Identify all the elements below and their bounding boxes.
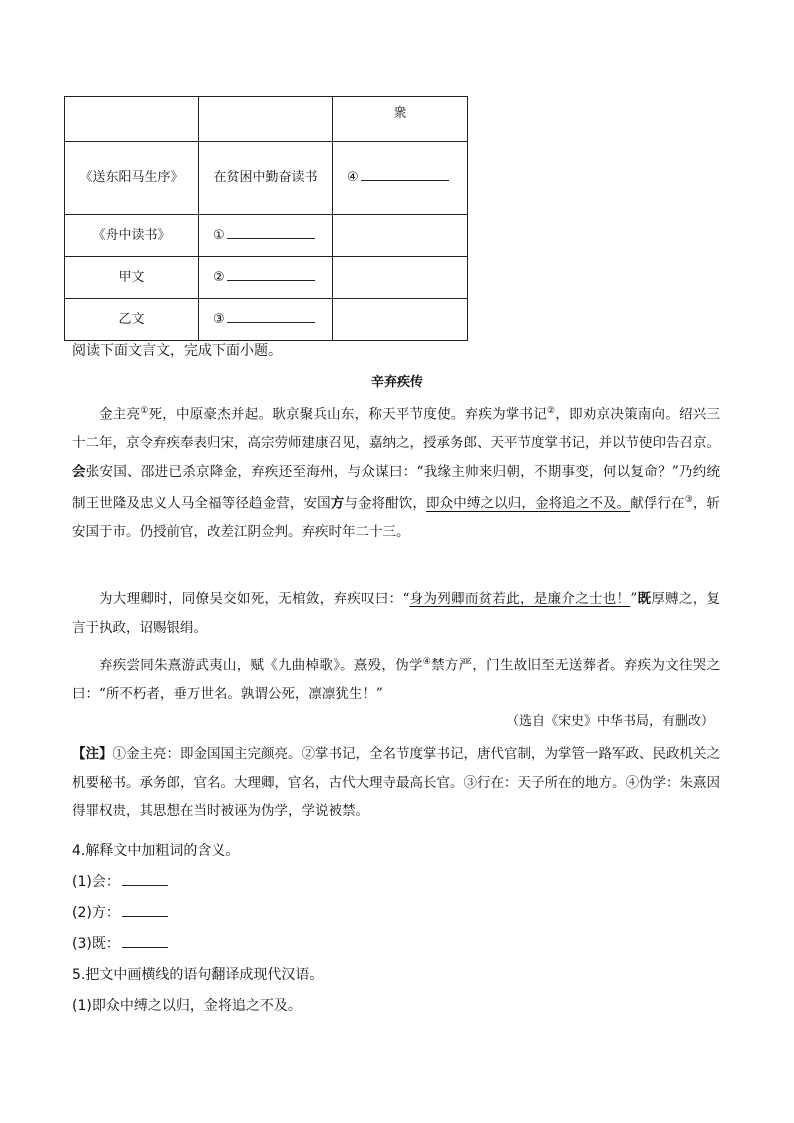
- question-4-1: (1)会：: [72, 871, 168, 891]
- table-row: [65, 142, 468, 215]
- question-4: 4.解释文中加粗词的含义。: [72, 843, 240, 859]
- table-row: [65, 215, 468, 257]
- table-header-row: [65, 97, 468, 142]
- answer-blank-line[interactable]: [122, 902, 168, 917]
- underlined-sentence-2: 身为列卿而贫若此，是廉介之士也！: [409, 591, 631, 607]
- bold-word-hui: 会: [72, 463, 86, 480]
- instruction-text: 阅读下面文言文，完成下面小题。: [72, 343, 282, 359]
- table-cell: [199, 97, 333, 142]
- bold-word-ji: 既: [637, 591, 652, 607]
- question-5: 5.把文中画横线的语句翻译成现代汉语。: [72, 967, 324, 983]
- table-cell: [65, 97, 199, 142]
- table-cell: 衆: [333, 97, 468, 142]
- answer-blank-line[interactable]: [227, 308, 315, 323]
- question-4-2: (2)方：: [72, 902, 168, 922]
- passage-paragraph-1: 金主亮①死，中原豪杰并起。耿京聚兵山东，称天平节度使。弃疾为掌书记②，即劝京决策南向。绍兴三十二年，京令弃疾奉表归宋，高宗劳师建康召见，嘉纳之，授承务郎、天平节度掌书记，并以节使印告召京。会张安国、邵进已杀京降金，弃疾还至海州，与众谋曰：“我缘主帅来归朝，不期事变，何以复命？”乃约统制王世隆及忠义人马全福等径趋金营，安国方与金将酣饮，即众中缚之以归，金将追之不及。献俘行在③，斩安国于市。仍授前官，改差江阴佥判。弃疾时年二十三。: [72, 406, 721, 540]
- question-5-1: (1)即众中缚之以归，金将追之不及。: [72, 998, 302, 1014]
- table-cell: 甲文: [65, 257, 199, 299]
- source-citation: （选自《宋史》中华书局，有删改）: [505, 714, 714, 729]
- answer-blank-line[interactable]: [227, 266, 315, 281]
- table-cell: [333, 257, 468, 299]
- blank-number: ①: [213, 227, 225, 243]
- passage-title: 辛弃疾传: [370, 375, 423, 390]
- answer-blank-line[interactable]: [122, 933, 168, 948]
- answer-blank-line[interactable]: [361, 166, 449, 181]
- answer-blank-cell[interactable]: [199, 215, 333, 257]
- answer-blank-cell[interactable]: [199, 257, 333, 299]
- question-4-3: (3)既：: [72, 933, 168, 953]
- table-row: [65, 257, 468, 299]
- answer-blank-line[interactable]: [122, 871, 168, 886]
- reading-summary-table: [64, 96, 468, 341]
- passage-paragraph-2: 为大理卿时，同僚吴交如死，无棺敛，弃疾叹曰：“身为列卿而贫若此，是廉介之士也！”既厚赙之，复言于执政，诏赐银绢。: [72, 591, 721, 636]
- blank-number: ②: [213, 269, 225, 285]
- table-cell: 在贫困中勤奋读书: [199, 142, 333, 215]
- answer-blank-cell[interactable]: [333, 142, 468, 215]
- passage-paragraph-3: 弃疾尝同朱熹游武夷山，赋《九曲棹歌》。熹殁，伪学④禁方严，门生故旧至无送葬者。弃疾为文往哭之曰：“所不朽者，垂万世名。孰谓公死，凛凛犹生！”: [72, 657, 721, 702]
- answer-blank-cell[interactable]: [199, 299, 333, 341]
- bold-word-fang: 方: [330, 495, 345, 512]
- table-cell: [333, 215, 468, 257]
- table-cell: 《舟中读书》: [65, 215, 199, 257]
- table-cell: 《送东阳马生序》: [65, 142, 199, 215]
- blank-number: ③: [213, 311, 225, 327]
- blank-number: ④: [347, 170, 359, 185]
- table-row: [65, 299, 468, 341]
- table-cell: 乙文: [65, 299, 199, 341]
- annotation-note: 【注】①金主亮：即金国国主完颜亮。②掌书记，全名节度掌书记，唐代官制，为掌管一路军政、民政机关之机要秘书。承务郎，官名。大理卿，官名，古代大理寺最高长官。③行在：天子所在的地方。④伪学：朱熹因得罪权贵，其思想在当时被诬为伪学，学说被禁。: [72, 746, 720, 819]
- answer-blank-line[interactable]: [227, 224, 315, 239]
- underlined-sentence-1: 即众中缚之以归，金将追之不及。: [426, 495, 631, 512]
- table-cell: [333, 299, 468, 341]
